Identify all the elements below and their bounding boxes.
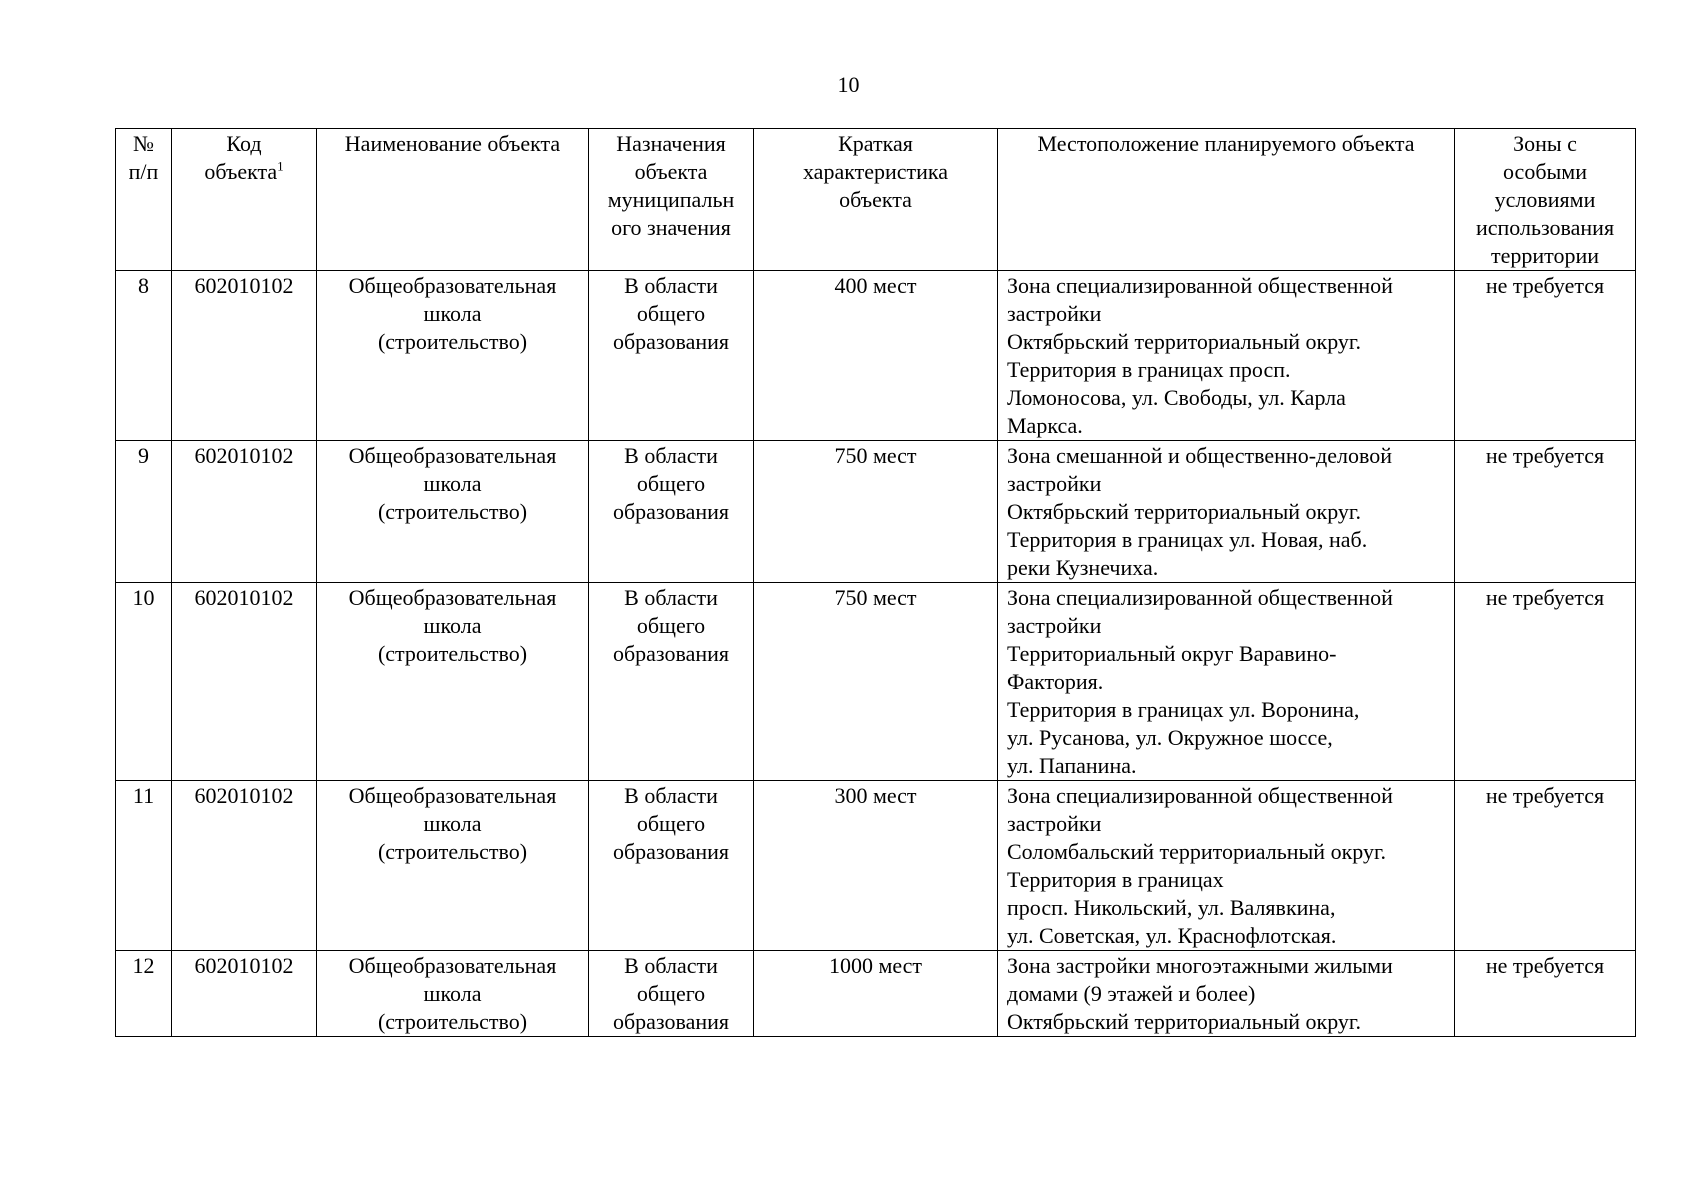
cell-name-line: школа [423, 811, 482, 836]
header-code-line: Код [226, 131, 262, 156]
table-row [116, 271, 1636, 441]
cell-location-line: Территория в границах ул. Воронина, [1007, 697, 1360, 722]
cell-zones: не требуется [1455, 781, 1636, 951]
cell-location [998, 583, 1455, 781]
cell-location-line: домами (9 этажей и более) [1007, 981, 1256, 1006]
cell-purpose [589, 781, 754, 951]
header-purpose-line: муниципальн [607, 187, 735, 212]
cell-location-line: Октябрьский территориальный округ. [1007, 499, 1361, 524]
cell-purpose [589, 441, 754, 583]
header-purpose [589, 129, 754, 271]
cell-location-line: Октябрьский территориальный округ. [1007, 329, 1361, 354]
header-location [998, 129, 1455, 271]
cell-location-line: ул. Русанова, ул. Окружное шоссе, [1007, 725, 1333, 750]
cell-location-line: Октябрьский территориальный округ. [1007, 1009, 1361, 1034]
cell-zones: не требуется [1455, 271, 1636, 441]
cell-location [998, 951, 1455, 1037]
cell-name-line: Общеобразовательная [348, 585, 557, 610]
cell-code: 602010102 [172, 271, 317, 441]
cell-location-line: Территория в границах [1007, 867, 1224, 892]
table-body [116, 271, 1636, 1037]
cell-name-line: школа [423, 471, 482, 496]
cell-name [317, 951, 589, 1037]
cell-location-line: Фактория. [1007, 669, 1104, 694]
cell-code: 602010102 [172, 781, 317, 951]
cell-location-line: застройки [1007, 613, 1102, 638]
cell-name [317, 271, 589, 441]
cell-location-line: застройки [1007, 301, 1102, 326]
header-name-line: Наименование объекта [344, 131, 561, 156]
cell-purpose [589, 951, 754, 1037]
cell-purpose-line: В области [624, 585, 718, 610]
objects-table [115, 128, 1636, 1037]
cell-location-line: Территория в границах просп. [1007, 357, 1291, 382]
table-row [116, 951, 1636, 1037]
cell-num: 8 [116, 271, 172, 441]
cell-code: 602010102 [172, 583, 317, 781]
cell-location-line: Зона специализированной общественной [1007, 273, 1393, 298]
cell-purpose-line: общего [636, 613, 706, 638]
cell-location-line: застройки [1007, 471, 1102, 496]
footnote-marker: 1 [277, 158, 284, 174]
cell-num: 12 [116, 951, 172, 1037]
cell-purpose-line: образования [612, 839, 730, 864]
cell-location-line: Маркса. [1007, 413, 1083, 438]
cell-location-line: Соломбальский территориальный округ. [1007, 839, 1387, 864]
cell-location-line: ул. Папанина. [1007, 753, 1137, 778]
cell-location-line: Зона застройки многоэтажными жилыми [1007, 953, 1393, 978]
cell-code: 602010102 [172, 441, 317, 583]
header-characteristic [754, 129, 998, 271]
cell-location [998, 271, 1455, 441]
header-code-text: объекта [204, 159, 278, 184]
cell-name-line: (строительство) [377, 839, 528, 864]
cell-name [317, 441, 589, 583]
cell-purpose-line: В области [624, 443, 718, 468]
cell-location-line: застройки [1007, 811, 1102, 836]
cell-zones: не требуется [1455, 441, 1636, 583]
header-num-line: п/п [128, 159, 159, 184]
cell-characteristic: 1000 мест [754, 951, 998, 1037]
cell-name-line: (строительство) [377, 1009, 528, 1034]
header-characteristic-line: объекта [839, 187, 912, 212]
page-number: 10 [837, 72, 860, 97]
cell-purpose-line: образования [612, 1009, 730, 1034]
cell-num: 11 [116, 781, 172, 951]
header-row [116, 129, 1636, 271]
cell-name-line: (строительство) [377, 329, 528, 354]
cell-name [317, 781, 589, 951]
header-zones-line: Зоны с [1513, 131, 1577, 156]
cell-location [998, 781, 1455, 951]
cell-num: 10 [116, 583, 172, 781]
cell-name-line: Общеобразовательная [348, 443, 557, 468]
cell-characteristic: 400 мест [754, 271, 998, 441]
cell-location-line: Зона специализированной общественной [1007, 783, 1393, 808]
table-row [116, 441, 1636, 583]
cell-purpose [589, 271, 754, 441]
header-characteristic-line: характеристика [802, 159, 949, 184]
header-location-line: Местоположение планируемого объекта [1037, 131, 1415, 156]
cell-purpose [589, 583, 754, 781]
header-purpose-line: ого значения [611, 215, 731, 240]
header-characteristic-line: Краткая [838, 131, 913, 156]
cell-name-line: (строительство) [377, 499, 528, 524]
cell-code: 602010102 [172, 951, 317, 1037]
cell-purpose-line: образования [612, 641, 730, 666]
cell-name-line: (строительство) [377, 641, 528, 666]
table-row [116, 583, 1636, 781]
header-zones-line: условиями [1494, 187, 1596, 212]
cell-name-line: школа [423, 981, 482, 1006]
cell-name [317, 583, 589, 781]
header-num-line: № [133, 131, 154, 156]
cell-name-line: Общеобразовательная [348, 953, 557, 978]
cell-name-line: Общеобразовательная [348, 783, 557, 808]
cell-purpose-line: общего [636, 301, 706, 326]
cell-name-line: Общеобразовательная [348, 273, 557, 298]
cell-name-line: школа [423, 613, 482, 638]
header-purpose-line: Назначения [616, 131, 726, 156]
header-num [116, 129, 172, 271]
cell-characteristic: 300 мест [754, 781, 998, 951]
cell-location-line: просп. Никольский, ул. Валявкина, [1007, 895, 1336, 920]
table-row [116, 781, 1636, 951]
header-zones-line: особыми [1503, 159, 1587, 184]
cell-location-line: Ломоносова, ул. Свободы, ул. Карла [1007, 385, 1346, 410]
cell-location-line: реки Кузнечиха. [1007, 555, 1159, 580]
cell-location-line: Территория в границах ул. Новая, наб. [1007, 527, 1368, 552]
cell-purpose-line: В области [624, 953, 718, 978]
cell-purpose-line: образования [612, 499, 730, 524]
cell-location-line: Зона специализированной общественной [1007, 585, 1393, 610]
header-name [317, 129, 589, 271]
cell-purpose-line: общего [636, 811, 706, 836]
header-zones [1455, 129, 1636, 271]
cell-characteristic: 750 мест [754, 441, 998, 583]
header-code [172, 129, 317, 271]
cell-purpose-line: образования [612, 329, 730, 354]
cell-location-line: Территориальный округ Варавино- [1007, 641, 1337, 666]
cell-num: 9 [116, 441, 172, 583]
cell-purpose-line: В области [624, 783, 718, 808]
cell-characteristic: 750 мест [754, 583, 998, 781]
header-zones-line: использования [1475, 215, 1615, 240]
cell-zones: не требуется [1455, 583, 1636, 781]
cell-location [998, 441, 1455, 583]
cell-purpose-line: общего [636, 981, 706, 1006]
header-zones-line: территории [1490, 243, 1600, 268]
header-code-line [178, 158, 310, 186]
cell-location-line: Зона смешанной и общественно-деловой [1007, 443, 1392, 468]
cell-purpose-line: общего [636, 471, 706, 496]
cell-name-line: школа [423, 301, 482, 326]
header-purpose-line: объекта [634, 159, 708, 184]
cell-purpose-line: В области [624, 273, 718, 298]
cell-location-line: ул. Советская, ул. Краснофлотская. [1007, 923, 1337, 948]
cell-zones: не требуется [1455, 951, 1636, 1037]
